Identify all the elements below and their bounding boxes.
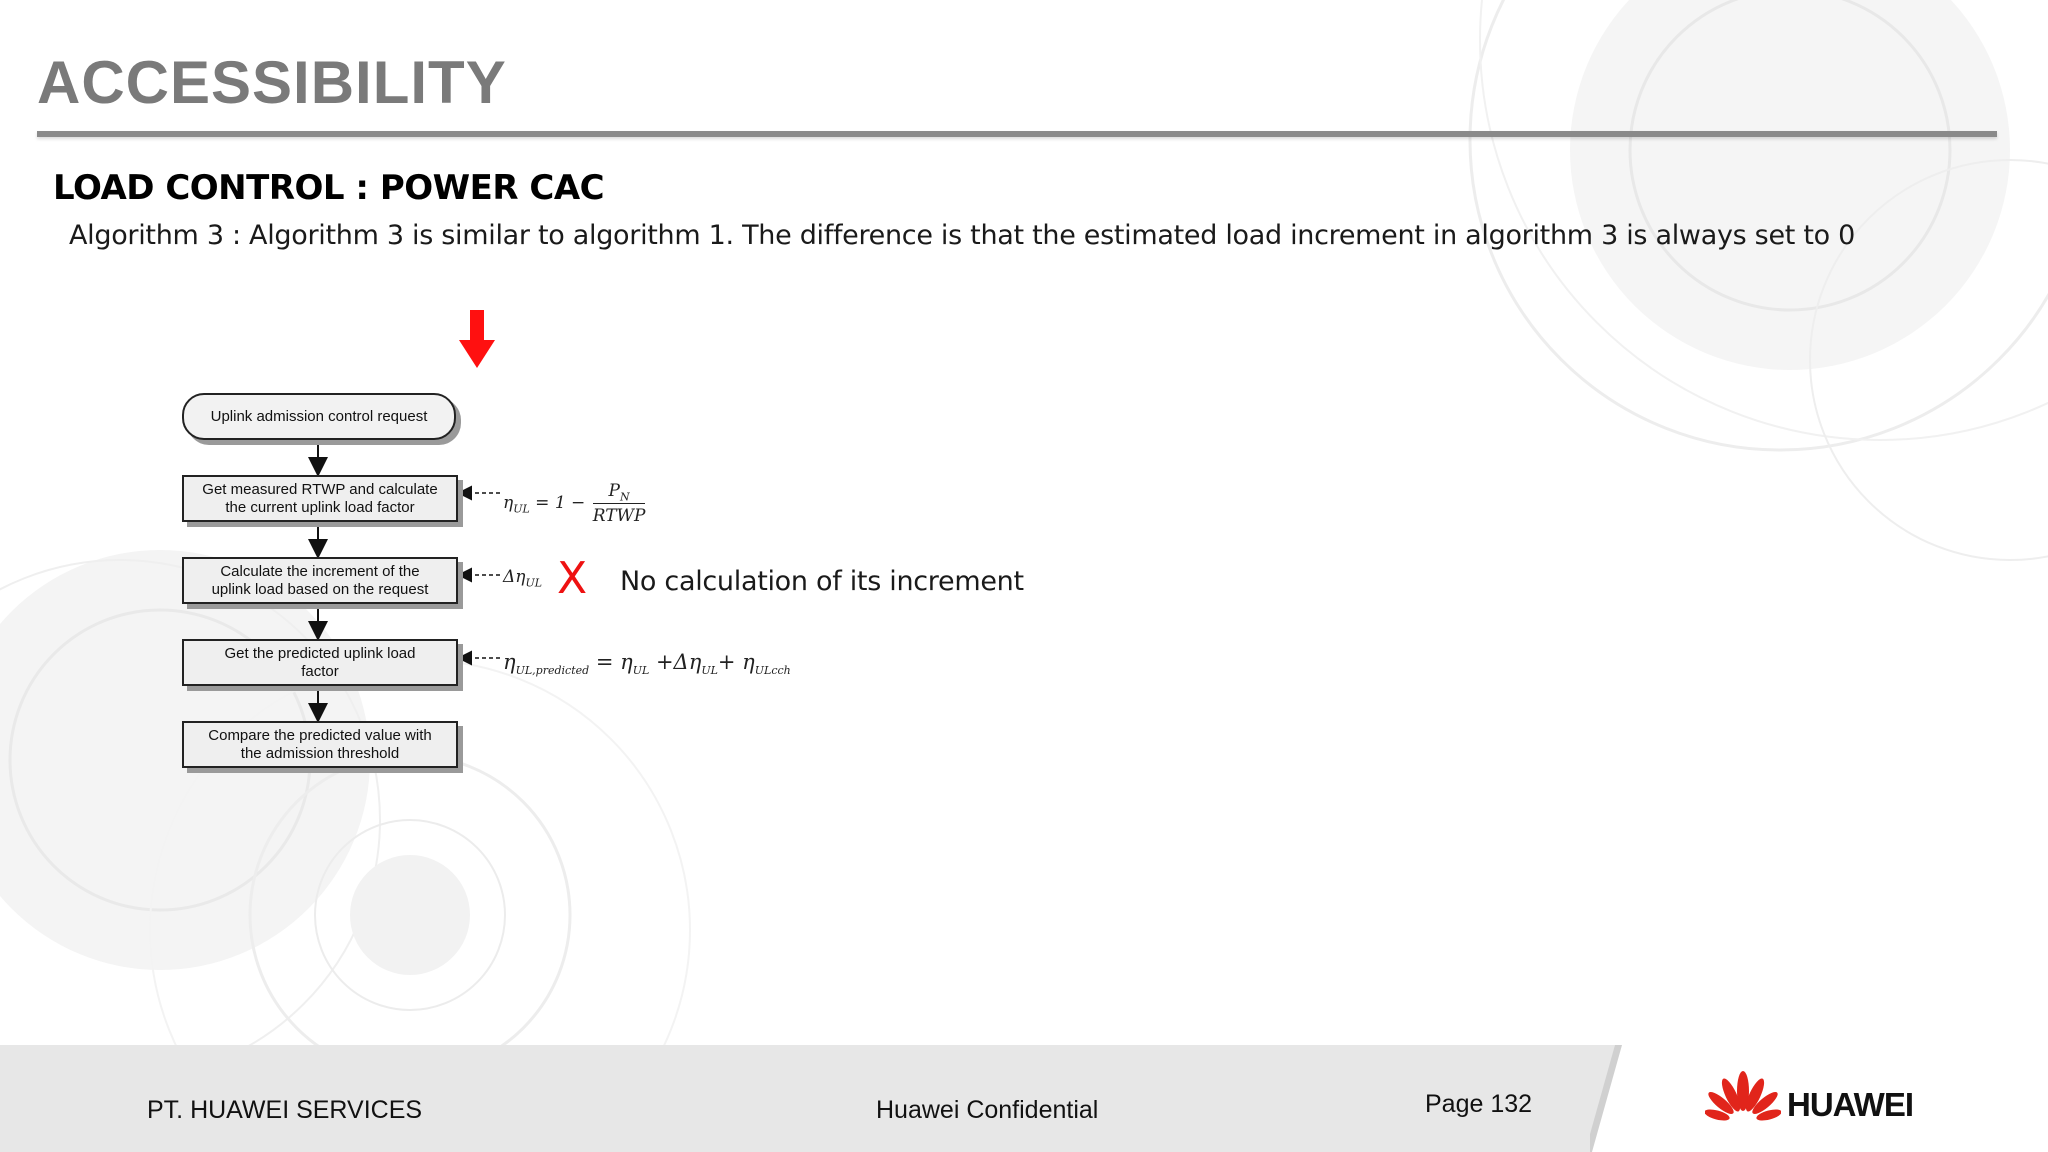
flow-step-predicted-load: Get the predicted uplink load factor	[182, 639, 458, 686]
formula-predicted-load: $\eta_{UL,predicted} = \eta_{UL} +\Delta\eta_{UL}+ \eta_{ULcch}$	[503, 650, 791, 678]
huawei-petal-logo-icon	[1705, 1071, 1781, 1129]
increment-note: No calculation of its increment	[620, 566, 1024, 597]
huawei-logo-text: HUAWEI	[1787, 1086, 1913, 1123]
formula-load-factor: $\eta_{UL} = 1$ − $\frac{P_N}{\text{RTWP}}$	[503, 481, 646, 527]
footer-company: PT. HUAWEI SERVICES	[147, 1096, 423, 1124]
flow-start-node: Uplink admission control request	[182, 393, 456, 440]
red-down-arrow-icon	[459, 310, 495, 368]
flow-step-compare-threshold: Compare the predicted value with the admission threshold	[182, 721, 458, 768]
algorithm-description: Algorithm 3 : Algorithm 3 is similar to algorithm 1. The difference is that the estimated load increment in algorithm 3 is always set to 0	[69, 220, 1855, 251]
formula-load-increment: $\Delta\eta_{UL}$	[503, 567, 543, 590]
page-number: Page 132	[1425, 1090, 1533, 1118]
footer-confidential: Huawei Confidential	[876, 1096, 1099, 1124]
slide-title: ACCESSIBILITY	[37, 49, 507, 116]
flow-step-calc-increment: Calculate the increment of the uplink load based on the request	[182, 557, 458, 604]
cross-mark-icon: X	[557, 553, 588, 604]
section-heading: LOAD CONTROL : POWER CAC	[53, 168, 605, 208]
flow-step-measure-rtwp: Get measured RTWP and calculate the current uplink load factor	[182, 475, 458, 522]
title-divider	[37, 131, 1997, 137]
